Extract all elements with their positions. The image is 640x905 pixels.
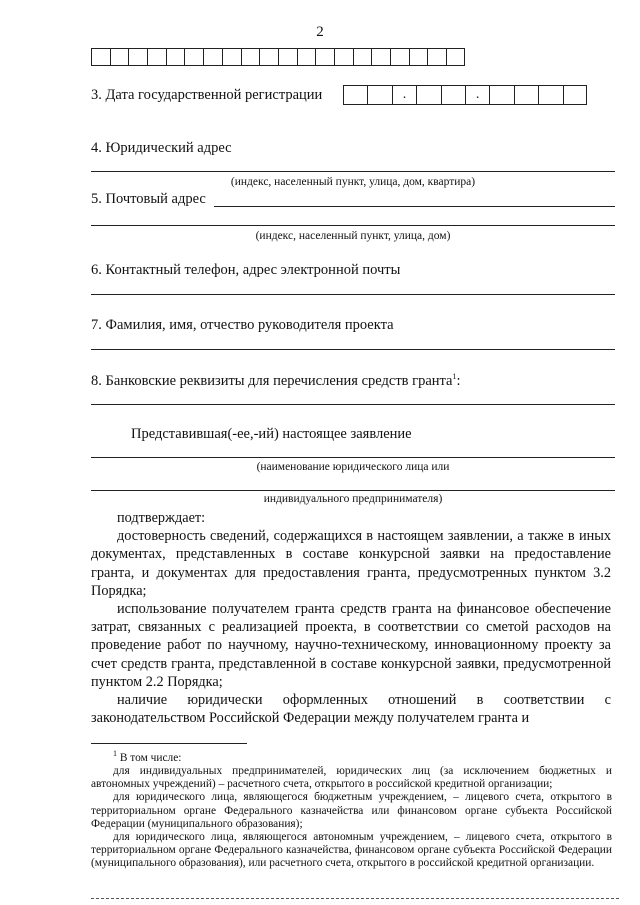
confirms-text: подтверждает: <box>117 510 206 526</box>
date-cell[interactable] <box>343 85 367 105</box>
number-cell[interactable] <box>128 48 147 66</box>
bank-details-label <box>91 372 461 390</box>
number-cell[interactable] <box>409 48 428 66</box>
number-cell[interactable] <box>371 48 390 66</box>
date-cell[interactable] <box>416 85 440 105</box>
page-bottom-rule <box>91 898 619 899</box>
postal-address-label: 5. Почтовый адрес <box>91 191 206 207</box>
registration-date-label: 3. Дата государственной регистрации <box>91 87 323 103</box>
organization-name-line-1[interactable] <box>91 457 615 458</box>
number-cell[interactable] <box>91 48 110 66</box>
number-cell[interactable] <box>278 48 297 66</box>
number-cell[interactable] <box>222 48 241 66</box>
date-cell[interactable] <box>538 85 562 105</box>
legal-address-hint: (индекс, населенный пункт, улица, дом, квартира) <box>230 176 476 188</box>
declaration-intro: Представившая(-ее,-ий) настоящее заявление <box>131 426 412 442</box>
declaration-paragraph-1: достоверность сведений, содержащихся в настоящем заявлении, а также в иных документах, представленных в составе конкурсной заявки на предоставление гранта, и документах для предоставления гранта, предусмотренных пунктом 3.2 Порядка; <box>91 528 611 599</box>
postal-address-line-1[interactable] <box>214 206 615 207</box>
date-cell[interactable] <box>563 85 587 105</box>
number-cell[interactable] <box>147 48 166 66</box>
declaration-body <box>91 509 611 727</box>
number-cell[interactable] <box>446 48 465 66</box>
contacts-label: 6. Контактный телефон, адрес электронной почты <box>91 262 401 278</box>
number-cell[interactable] <box>259 48 278 66</box>
footnote <box>91 747 612 871</box>
number-cell[interactable] <box>166 48 185 66</box>
footnote-mark: 1 <box>113 749 117 758</box>
number-cell[interactable] <box>427 48 446 66</box>
number-cell[interactable] <box>390 48 409 66</box>
registration-date-field[interactable] <box>343 85 587 105</box>
number-cell[interactable] <box>353 48 372 66</box>
organization-name-hint-2: индивидуального предпринимателя) <box>263 493 443 505</box>
date-cell[interactable] <box>367 85 391 105</box>
footnote-intro-text: В том числе: <box>119 751 182 764</box>
organization-name-hint-1: (наименование юридического лица или <box>256 461 450 473</box>
project-lead-label: 7. Фамилия, имя, отчество руководителя проекта <box>91 317 394 333</box>
page-number: 2 <box>316 24 324 40</box>
number-cell[interactable] <box>315 48 334 66</box>
date-separator: . <box>392 85 416 105</box>
footnote-item-3: для юридического лица, являющегося автономным учреждением, – лицевого счета, открытого в территориальном органе Федерального казначейства, финансовом органе субъекта Российской Федерации (муниципального образования), или расчетного счета, открытого в российской кредитной организации. <box>91 831 612 870</box>
number-cell[interactable] <box>334 48 353 66</box>
number-cell[interactable] <box>203 48 222 66</box>
bank-details-line[interactable] <box>91 404 615 405</box>
number-cell[interactable] <box>297 48 316 66</box>
footnote-item-2: для юридического лица, являющегося бюджетным учреждением, – лицевого счета, открытого в территориальном органе Федерального казначейства или финансовом органе субъекта Российской Федерации (муниципального образования); <box>91 791 612 830</box>
project-lead-line[interactable] <box>91 349 615 350</box>
declaration-paragraph-2: использование получателем гранта средств гранта на финансовое обеспечение затрат, связанных с реализацией проекта, в соответствии со сметой расходов на проведение работ по научному, научно-техническому, инновационному проекту за счет средств гранта, представленной в составе конкурсной заявки, предусмотренной пунктом 2.2 Порядка; <box>91 601 611 690</box>
organization-name-line-2[interactable] <box>91 490 615 491</box>
date-cell[interactable] <box>514 85 538 105</box>
date-cell[interactable] <box>489 85 513 105</box>
number-cell[interactable] <box>110 48 129 66</box>
bank-details-text: 8. Банковские реквизиты для перечисления средств гранта <box>91 372 453 389</box>
bank-details-colon: : <box>456 372 461 389</box>
date-cell[interactable] <box>441 85 465 105</box>
postal-address-hint: (индекс, населенный пункт, улица, дом) <box>255 230 451 242</box>
footnote-intro <box>91 747 612 765</box>
footnote-divider <box>91 743 247 744</box>
number-cell[interactable] <box>184 48 203 66</box>
contacts-line[interactable] <box>91 294 615 295</box>
footnote-item-1: для индивидуальных предпринимателей, юридических лиц (за исключением бюджетных и автономных учреждений) – расчетного счета, открытого в российской кредитной организации; <box>91 765 612 791</box>
postal-address-line-2[interactable] <box>91 225 615 226</box>
legal-address-line[interactable] <box>91 171 615 172</box>
registration-number-cells[interactable] <box>91 48 465 66</box>
number-cell[interactable] <box>241 48 260 66</box>
legal-address-label: 4. Юридический адрес <box>91 140 232 156</box>
declaration-paragraph-3: наличие юридически оформленных отношений в соответствии с законодательством Российской Федерации между получателем гранта и <box>91 692 611 727</box>
footnote-reference: 1 <box>452 372 457 381</box>
date-separator: . <box>465 85 489 105</box>
